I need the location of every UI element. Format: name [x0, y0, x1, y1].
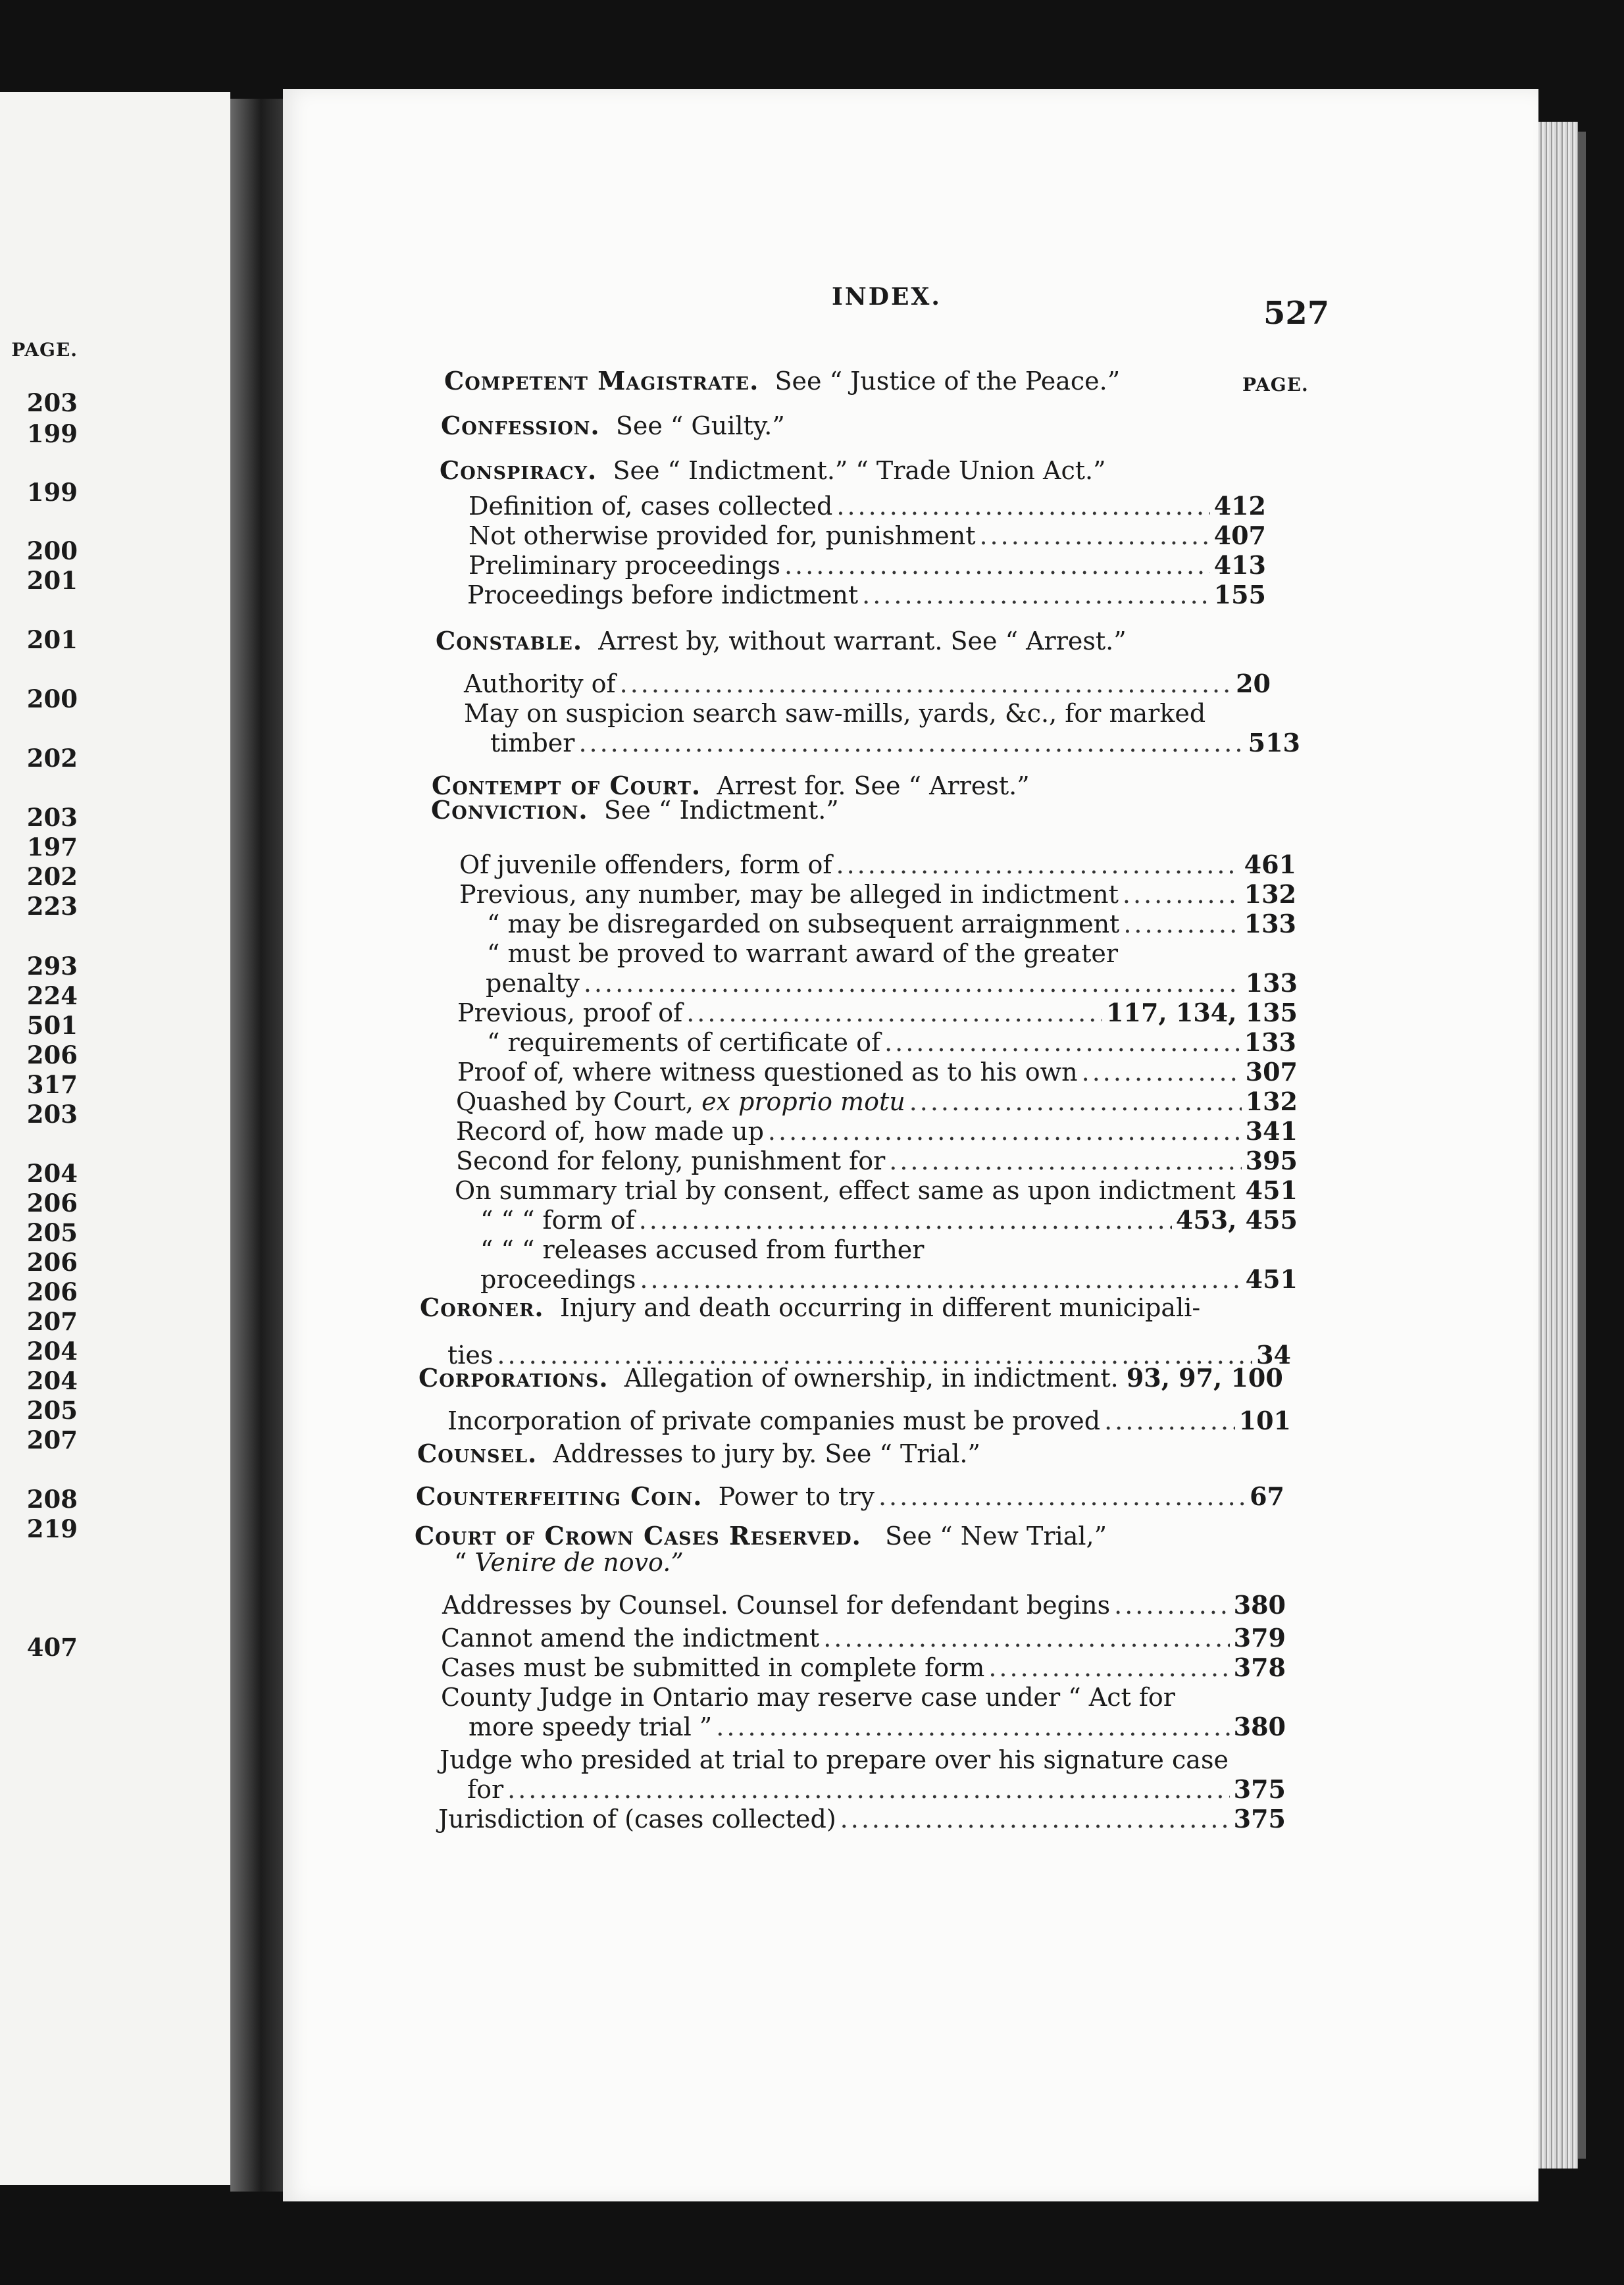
entry-head: Counterfeiting Coin. — [416, 1481, 703, 1511]
entry-text: timber — [490, 729, 575, 757]
page-column-header: PAGE. — [1242, 374, 1309, 396]
index-entry — [457, 1000, 1298, 1025]
entry-head: Competent Magistrate. — [444, 366, 759, 396]
entry-head: Court of Crown Cases Reserved. — [415, 1521, 861, 1551]
index-entry-heading — [419, 1363, 1291, 1393]
left-page-number: 205 — [26, 1218, 78, 1247]
index-entry — [438, 1804, 1286, 1834]
page-edges — [1538, 122, 1578, 2169]
left-page-number: 206 — [26, 1277, 78, 1306]
entry-page: 67 — [1250, 1481, 1284, 1511]
left-page-number: 197 — [26, 833, 78, 861]
entry-head: Constable. — [436, 626, 583, 655]
entry-page: 513 — [1248, 728, 1300, 757]
index-entry — [487, 911, 1296, 937]
left-page-number: 501 — [26, 1011, 78, 1040]
entry-text: “ requirements of certificate of — [487, 1028, 881, 1057]
entry-text: “ “ “ form of — [480, 1206, 635, 1235]
entry-page: 395 — [1245, 1146, 1298, 1175]
left-page-number: 206 — [26, 1040, 78, 1069]
entry-text: Allegation of ownership, in indictment. — [624, 1364, 1119, 1393]
entry-page: 378 — [1233, 1653, 1286, 1682]
index-entry — [441, 1623, 1286, 1653]
entry-page: 34 — [1256, 1340, 1291, 1370]
entry-page: 133 — [1244, 1027, 1296, 1057]
index-entry — [469, 550, 1266, 580]
entry-text: Power to try — [718, 1482, 875, 1511]
index-entry — [455, 1175, 1298, 1205]
entry-text: May on suspicion search saw-mills, yards, &c., for marked — [464, 699, 1206, 728]
entry-text: Previous, any number, may be alleged in indictment — [459, 880, 1119, 909]
entry-page: 20 — [1236, 669, 1271, 698]
entry-text: ties — [447, 1341, 494, 1370]
entry-text: Of juvenile offenders, form of — [459, 850, 832, 879]
index-entry — [440, 1747, 1286, 1772]
left-page-number: 206 — [26, 1189, 78, 1218]
entry-text: penalty — [486, 969, 580, 998]
left-page-number: 293 — [26, 952, 78, 981]
left-page-number: 206 — [26, 1248, 78, 1277]
entry-head: Coroner. — [420, 1293, 544, 1322]
entry-text: Judge who presided at trial to prepare over his signature case — [440, 1745, 1229, 1774]
entry-head: Confession. — [441, 411, 600, 440]
entry-text: more speedy trial ” — [469, 1712, 713, 1741]
entry-head: Corporations. — [419, 1363, 609, 1393]
entry-page: 407 — [1213, 521, 1266, 550]
index-entry — [464, 701, 1271, 726]
index-entry — [469, 523, 1266, 548]
left-page-number: 201 — [26, 625, 78, 654]
left-page-column-header: PAGE. — [11, 339, 78, 361]
index-entry — [486, 968, 1298, 998]
index-entry-heading — [420, 1295, 1282, 1320]
entry-text: “ may be disregarded on subsequent arraignment — [487, 910, 1120, 938]
entry-text: “ — [454, 1548, 467, 1577]
left-page-number: 207 — [26, 1425, 78, 1454]
entry-text: “ “ “ releases accused from further — [480, 1235, 925, 1264]
left-page-number: 204 — [26, 1366, 78, 1395]
entry-text: Second for felony, punishment for — [456, 1146, 886, 1175]
left-page-number: 199 — [26, 419, 78, 448]
entry-text: Addresses to jury by. See “ Trial.” — [553, 1439, 980, 1468]
entry-text: See “ Indictment.” “ Trade Union Act.” — [613, 456, 1106, 485]
entry-page: 155 — [1213, 580, 1266, 609]
index-entry — [480, 1237, 1298, 1262]
entry-text: See “ Justice of the Peace.” — [774, 367, 1121, 396]
entry-text: Arrest for. See “ Arrest.” — [717, 771, 1030, 800]
page-title: INDEX. — [832, 283, 942, 311]
left-page-number: 203 — [26, 1100, 78, 1129]
index-entry-heading — [417, 1441, 1291, 1466]
entry-page: 451 — [1245, 1264, 1298, 1294]
left-page-number: 205 — [26, 1396, 78, 1425]
entry-text: Cannot amend the indictment — [441, 1624, 820, 1653]
entry-text: Authority of — [464, 669, 616, 698]
left-facing-page — [0, 92, 230, 2185]
index-entry — [467, 582, 1266, 607]
index-entry-heading — [440, 455, 1262, 485]
entry-page: 133 — [1244, 909, 1296, 938]
left-page-number: 208 — [26, 1485, 78, 1514]
index-entry — [457, 1057, 1298, 1087]
entry-text: Proceedings before indictment — [467, 580, 859, 609]
entry-page: 453, 455 — [1175, 1205, 1298, 1235]
entry-head: Conviction. — [431, 795, 588, 825]
entry-page: 307 — [1245, 1057, 1298, 1087]
entry-italic-text: Venire de novo.” — [474, 1548, 684, 1577]
index-entry-heading — [444, 366, 1234, 396]
index-entry — [441, 1685, 1286, 1710]
index-entry — [456, 1089, 1298, 1114]
entry-head: Contempt of Court. — [432, 771, 701, 800]
index-entry — [467, 1774, 1286, 1804]
entry-page: 451 — [1245, 1175, 1298, 1205]
left-page-number: 317 — [26, 1070, 78, 1099]
entry-page: 375 — [1233, 1774, 1286, 1804]
index-entry — [447, 1408, 1291, 1433]
entry-text: Not otherwise provided for, punishment — [469, 521, 976, 550]
entry-text: for — [467, 1775, 504, 1804]
index-entry — [469, 1714, 1286, 1739]
entry-page: 380 — [1233, 1590, 1286, 1620]
index-entry — [441, 1655, 1286, 1680]
left-page-number: 202 — [26, 744, 78, 773]
entry-text: County Judge in Ontario may reserve case under “ Act for — [441, 1683, 1175, 1712]
entry-text: Incorporation of private companies must be proved — [447, 1406, 1101, 1435]
index-entry-heading — [415, 1521, 1290, 1551]
entry-text: Record of, how made up — [456, 1117, 764, 1146]
index-entry-heading — [431, 795, 1254, 825]
left-page-number: 223 — [26, 892, 78, 921]
page-number: 527 — [1263, 295, 1330, 332]
page-edges-shadow — [1578, 132, 1586, 2159]
index-entry — [487, 941, 1296, 966]
entry-page: 412 — [1213, 491, 1266, 521]
index-entry — [456, 1116, 1298, 1146]
index-entry-heading — [416, 1481, 1284, 1511]
left-page-number: 200 — [26, 536, 78, 565]
entry-text: proceedings — [480, 1265, 636, 1294]
index-entry — [459, 879, 1296, 909]
book-gutter — [230, 99, 286, 2192]
entry-text: Cases must be submitted in complete form — [441, 1653, 985, 1682]
index-entry — [487, 1027, 1296, 1057]
left-page-number: 204 — [26, 1159, 78, 1188]
entry-text: See “ Indictment.” — [603, 796, 839, 825]
entry-text: Proof of, where witness questioned as to his own — [457, 1058, 1078, 1087]
index-entry — [456, 1148, 1298, 1173]
entry-page: 132 — [1245, 1087, 1298, 1116]
left-page-number: 203 — [26, 803, 78, 832]
entry-text: See “ Guilty.” — [615, 411, 785, 440]
left-page-number: 200 — [26, 684, 78, 713]
entry-page: 132 — [1244, 879, 1296, 909]
index-entry — [469, 491, 1266, 521]
index-entry-heading — [436, 626, 1258, 655]
entry-page: 93, 97, 100 — [1126, 1363, 1283, 1393]
entry-page: 101 — [1238, 1406, 1291, 1435]
entry-text: Quashed by Court, — [456, 1087, 694, 1116]
entry-text: “ must be proved to warrant award of the greater — [487, 939, 1118, 968]
entry-text: Definition of, cases collected — [469, 492, 833, 521]
index-entry — [454, 1550, 1244, 1575]
entry-page: 461 — [1244, 850, 1296, 879]
entry-text: See “ New Trial,” — [885, 1522, 1107, 1551]
entry-text: Preliminary proceedings — [469, 551, 780, 580]
entry-page: 133 — [1245, 968, 1298, 998]
entry-text: Jurisdiction of (cases collected) — [438, 1805, 836, 1834]
left-page-number: 203 — [26, 388, 78, 417]
entry-page: 117, 134, 135 — [1106, 998, 1298, 1027]
entry-head: Conspiracy. — [440, 455, 597, 485]
entry-text: Previous, proof of — [457, 998, 683, 1027]
left-page-number: 199 — [26, 478, 78, 507]
entry-text: Injury and death occurring in different municipali- — [559, 1293, 1201, 1322]
index-entry-heading — [441, 413, 1231, 438]
entry-page: 341 — [1245, 1116, 1298, 1146]
entry-text: Addresses by Counsel. Counsel for defendant begins — [442, 1591, 1111, 1620]
entry-text: Arrest by, without warrant. See “ Arrest.” — [598, 627, 1127, 655]
left-page-number: 207 — [26, 1307, 78, 1336]
left-page-number: 201 — [26, 566, 78, 595]
index-entry — [490, 728, 1300, 757]
index-entry — [480, 1205, 1298, 1235]
left-page-number: 204 — [26, 1337, 78, 1366]
index-entry — [480, 1264, 1298, 1294]
index-entry — [459, 852, 1296, 877]
entry-head: Counsel. — [417, 1439, 538, 1468]
entry-page: 375 — [1233, 1804, 1286, 1834]
index-entry — [442, 1590, 1286, 1620]
left-page-number: 407 — [26, 1633, 78, 1662]
index-entry — [464, 671, 1271, 696]
entry-page: 379 — [1233, 1623, 1286, 1653]
left-page-number: 224 — [26, 981, 78, 1010]
entry-text: On summary trial by consent, effect same as upon indictment — [455, 1176, 1236, 1205]
entry-page: 380 — [1233, 1712, 1286, 1741]
entry-page: 413 — [1213, 550, 1266, 580]
entry-italic-text: ex proprio motu — [701, 1087, 905, 1116]
left-page-number: 219 — [26, 1514, 78, 1543]
left-page-number: 202 — [26, 862, 78, 891]
